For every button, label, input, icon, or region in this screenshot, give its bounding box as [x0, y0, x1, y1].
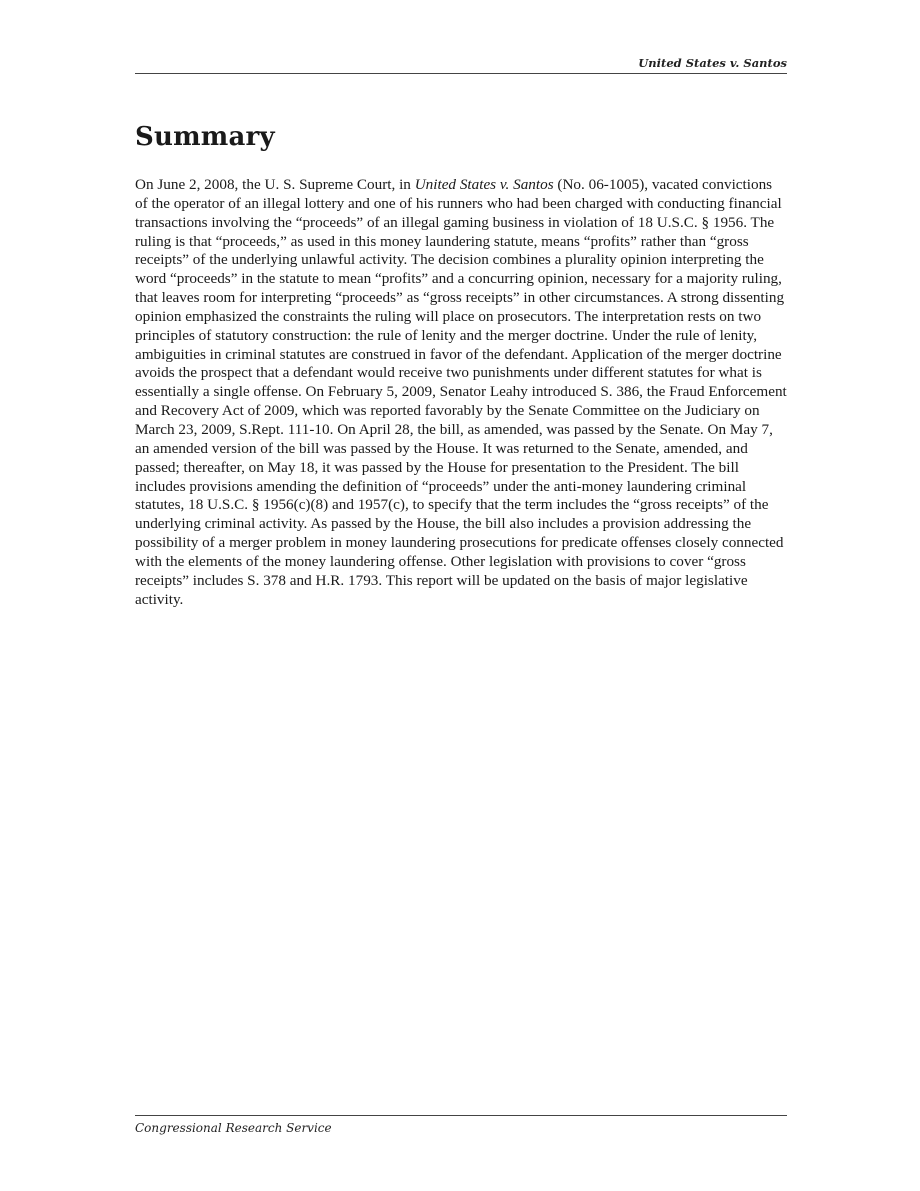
footer-source: Congressional Research Service — [135, 1121, 332, 1135]
case-name: United States v. Santos — [414, 176, 554, 193]
summary-paragraph — [135, 176, 787, 609]
summary-text-lead: On June 2, 2008, the U. S. Supreme Court, in — [135, 176, 415, 193]
running-header: United States v. Santos — [638, 56, 787, 70]
header-divider — [135, 73, 787, 74]
section-title: Summary — [135, 122, 275, 152]
summary-text-body: (No. 06-1005), vacated convictions of the operator of an illegal lottery and one of his runners who had been charged with conducting financial transactions involving the “proceeds” of an illegal gaming business in violation of 18 U.S.C. § 1956. The ruling is that “proceeds,” as used in this money laundering statute, means “profits” rather than “gross receipts” of the underlying unlawful activity. The decision combines a plurality opinion interpreting the word “proceeds” in the statute to mean “profits” and a concurring opinion, necessary for a majority ruling, that leaves room for interpreting “proceeds” as “gross receipts” in other circumstances. A strong dissenting opinion emphasized the constraints the ruling will place on prosecutors. The interpretation rests on two principles of statutory construction: the rule of lenity and the merger doctrine. Under the rule of lenity, ambiguities in criminal statutes are construed in favor of the defendant. Application of the merger doctrine avoids the prospect that a defendant would receive two punishments under different statutes for what is essentially a single offense. On February 5, 2009, Senator Leahy introduced S. 386, the Fraud Enforcement and Recovery Act of 2009, which was reported favorably by the Senate Committee on the Judiciary on March 23, 2009, S.Rept. 111-10. On April 28, the bill, as amended, was passed by the Senate. On May 7, an amended version of the bill was passed by the House. It was returned to the Senate, amended, and passed; thereafter, on May 18, it was passed by the House for presentation to the President. The bill includes provisions amending the definition of “proceeds” under the anti-money laundering criminal statutes, 18 U.S.C. § 1956(c)(8) and 1957(c), to specify that the term includes the “gross receipts” of the underlying criminal activity. As passed by the House, the bill also includes a provision addressing the possibility of a merger problem in money laundering prosecutions for predicate offenses closely connected with the elements of the money laundering offense. Other legislation with provisions to cover “gross receipts” includes S. 378 and H.R. 1793. This report will be updated on the basis of major legislative activity. — [135, 176, 787, 608]
footer-divider — [135, 1115, 787, 1116]
